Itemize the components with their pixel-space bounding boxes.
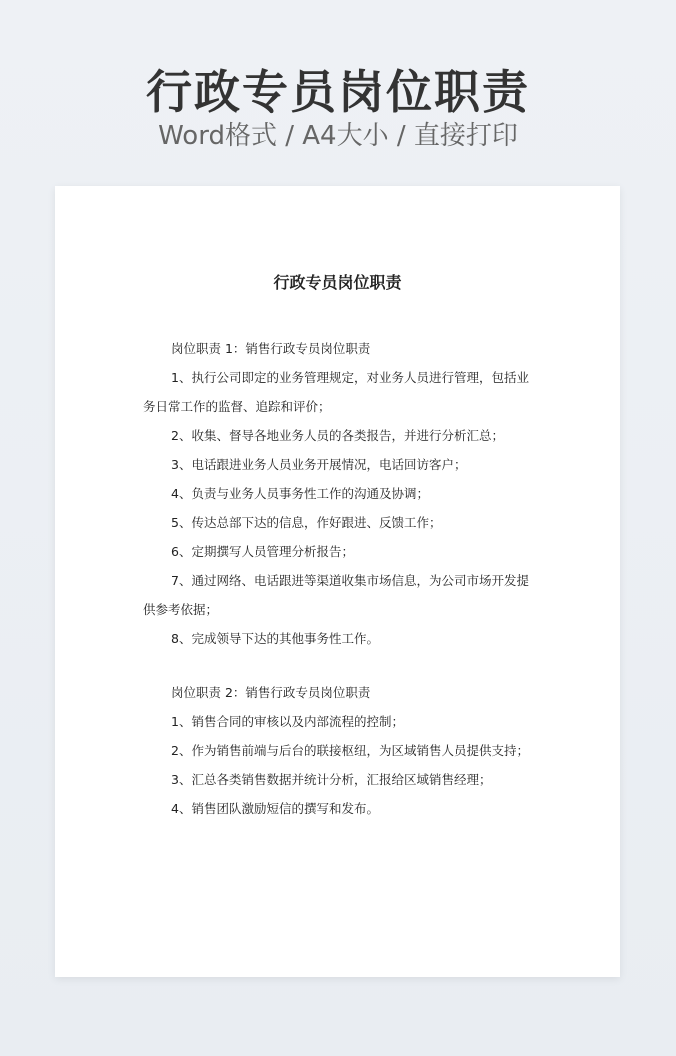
duty-item: 3、电话跟进业务人员业务开展情况，电话回访客户； [171, 457, 467, 472]
document-page [55, 186, 620, 977]
duty-item: 2、收集、督导各地业务人员的各类报告，并进行分析汇总； [171, 428, 504, 443]
banner-subtitle: Word格式 / A4大小 / 直接打印 [158, 121, 518, 151]
duty-section-2 [55, 678, 620, 823]
duty-item: 2、作为销售前端与后台的联接枢纽，为区域销售人员提供支持； [171, 743, 529, 758]
banner-title: 行政专员岗位职责 [146, 65, 530, 119]
document-title: 行政专员岗位职责 [273, 273, 402, 292]
duty-item: 6、定期撰写人员管理分析报告； [171, 544, 354, 559]
duty-item: 8、完成领导下达的其他事务性工作。 [171, 631, 379, 646]
duty-item: 7、通过网络、电话跟进等渠道收集市场信息，为公司市场开发提供参考依据； [143, 573, 529, 617]
duty-item: 5、传达总部下达的信息，作好跟进、反馈工作； [171, 515, 442, 530]
duty-item: 3、汇总各类销售数据并统计分析，汇报给区域销售经理； [171, 772, 492, 787]
duty-item: 4、负责与业务人员事务性工作的沟通及协调； [171, 486, 429, 501]
duty-item: 1、销售合同的审核以及内部流程的控制； [171, 714, 404, 729]
duty-section-1 [55, 334, 620, 653]
section-heading: 岗位职责 2：销售行政专员岗位职责 [171, 685, 371, 700]
section-heading: 岗位职责 1：销售行政专员岗位职责 [171, 341, 371, 356]
duty-item: 1、执行公司即定的业务管理规定，对业务人员进行管理，包括业务日常工作的监督、追踪和评价； [143, 370, 529, 414]
duty-item: 4、销售团队激励短信的撰写和发布。 [171, 801, 379, 816]
